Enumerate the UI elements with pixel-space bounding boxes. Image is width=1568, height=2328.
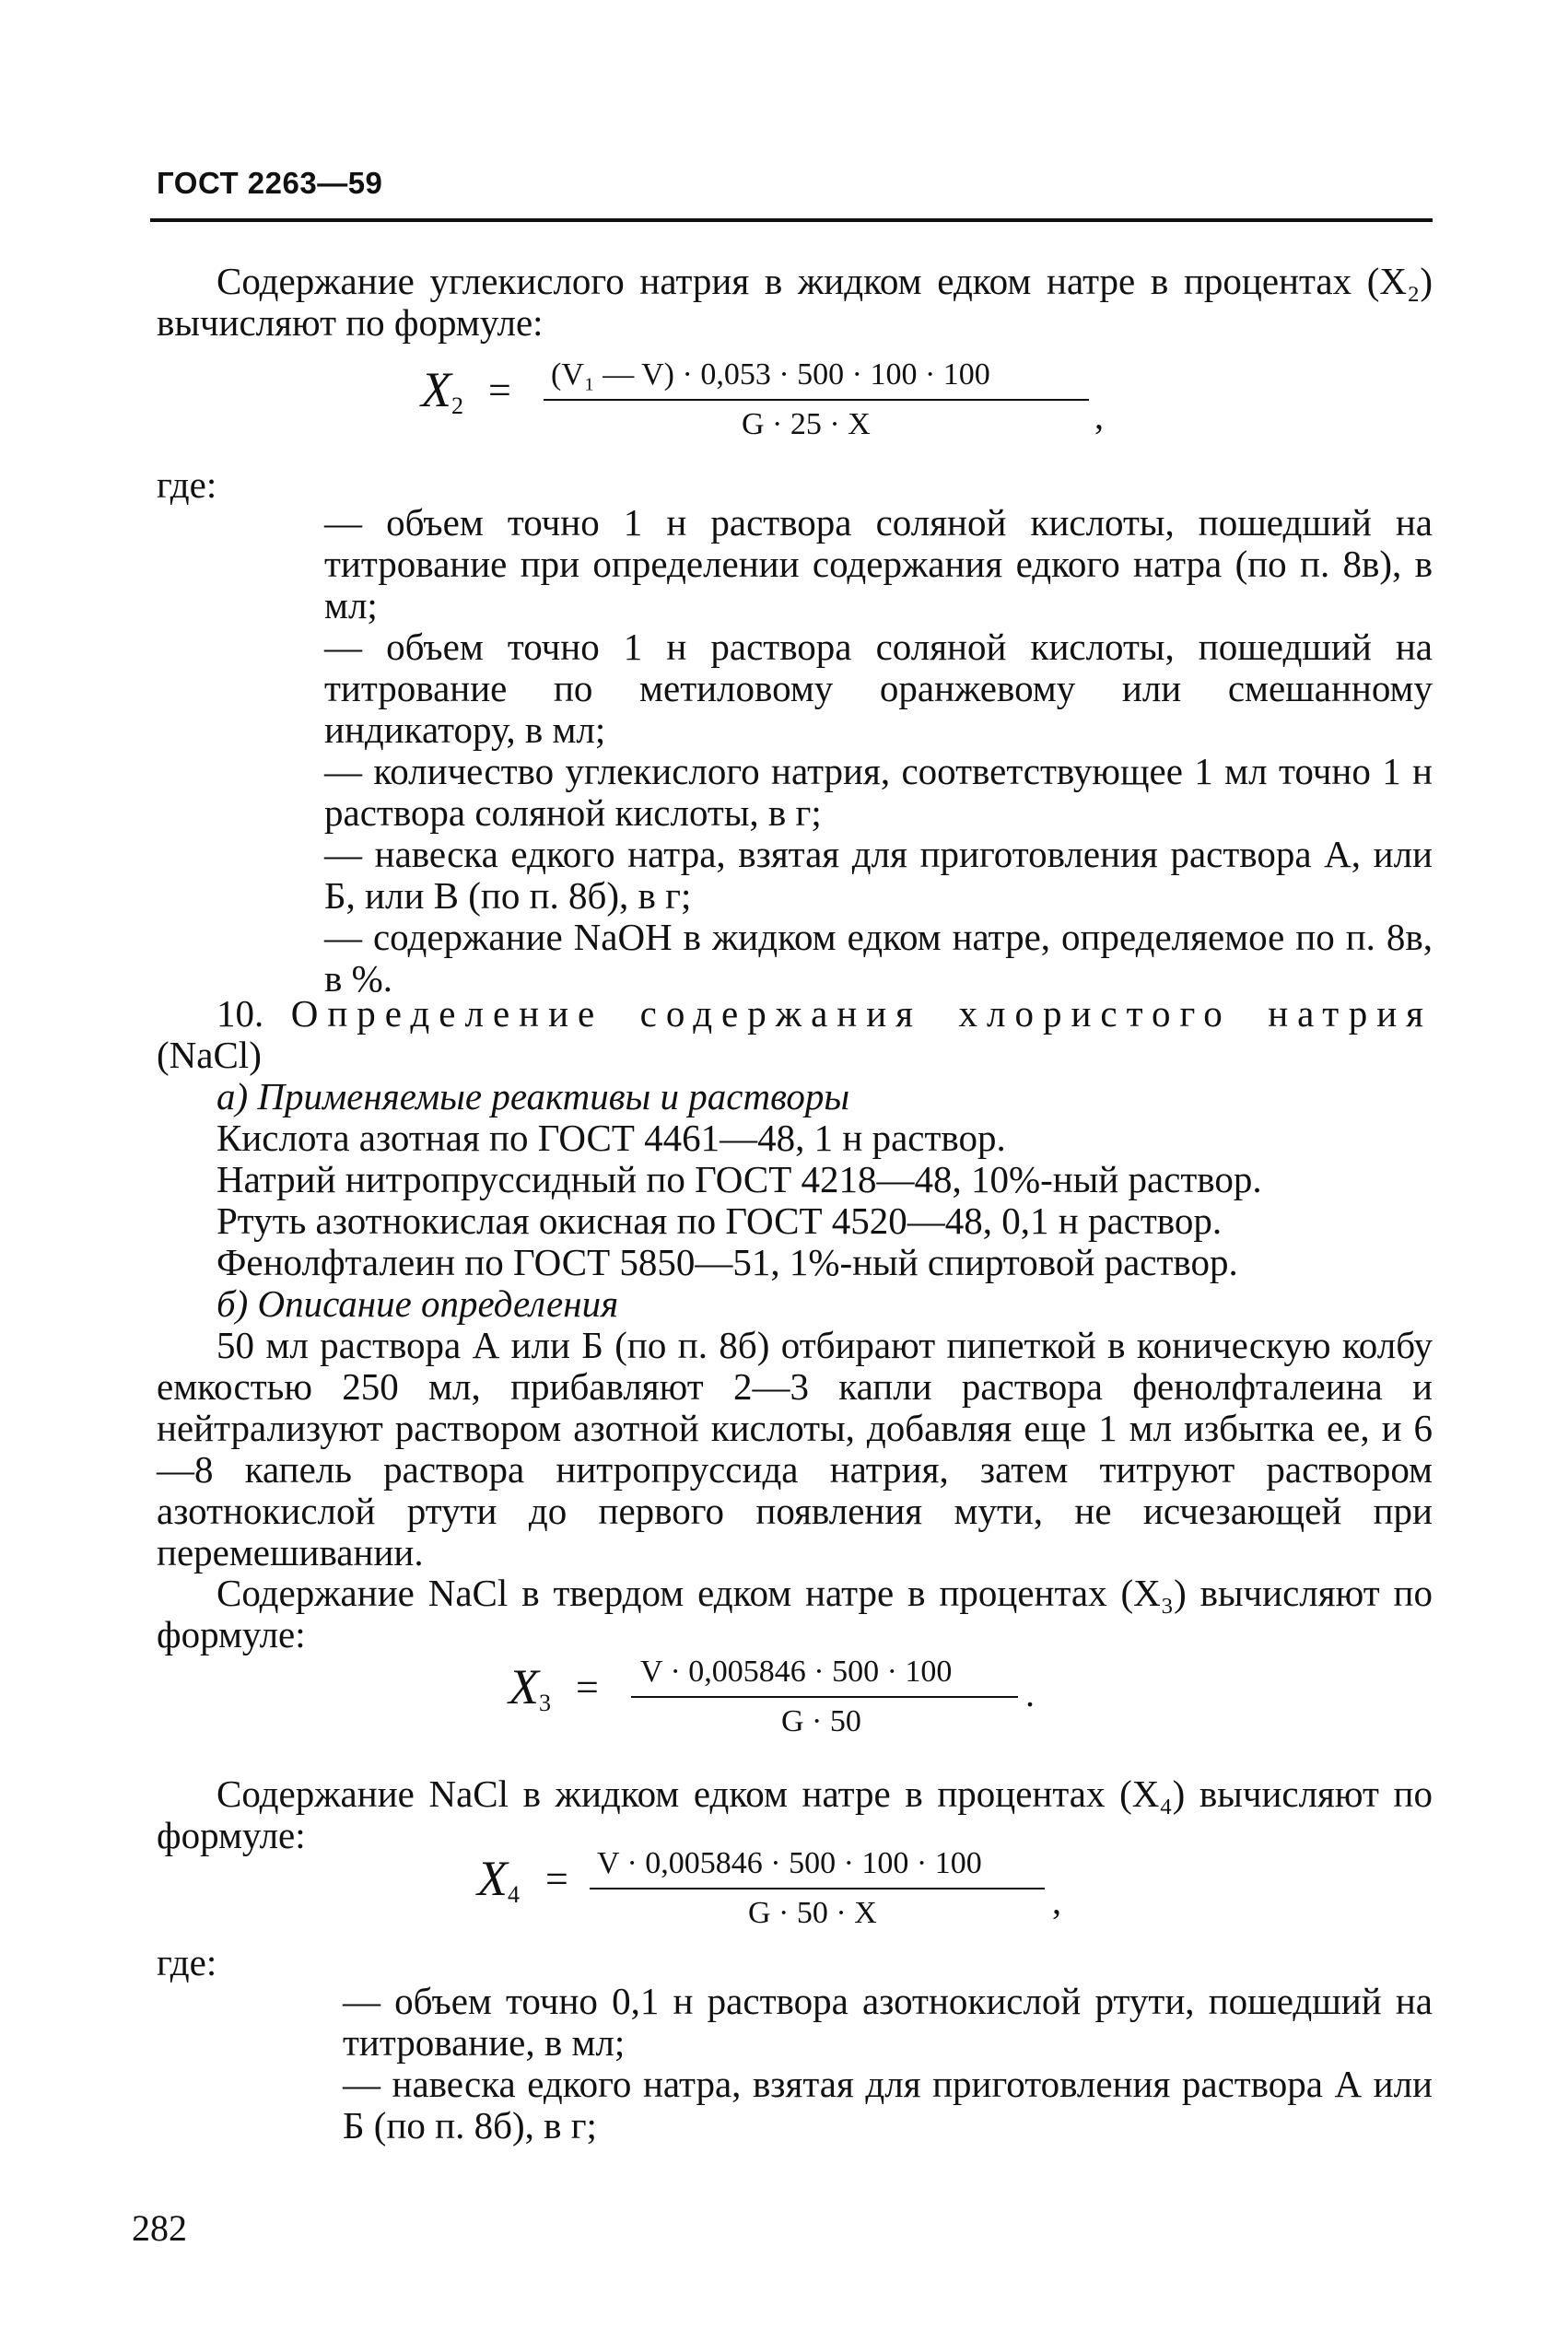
section-10-heading: 10. Определение содержания хлористого натрия (NaCl) <box>157 992 1433 1076</box>
reagent-3: Ртуть азотнокислая окисная по ГОСТ 4520—48, 0,1 н раствор. <box>216 1199 1223 1242</box>
formula-x4-lhs: $X_4$ <box>477 1851 520 1908</box>
def1-text-v1: — объем точно 1 н раствора соляной кислоты, пошедший на титрование по метиловому оранжевому или смешанному индикатору, в мл; <box>324 626 1433 751</box>
where-label-1: где: <box>157 463 217 506</box>
formula-x2-equals: = <box>488 368 511 413</box>
formula-x4-punct: , <box>1052 1880 1061 1922</box>
def2-text-v: — объем точно 0,1 н раствора азотнокислой ртути, пошедший на титрование, в мл; <box>343 1980 1433 2064</box>
page-number: 282 <box>132 2207 187 2249</box>
formula-x4-bar <box>590 1888 1045 1889</box>
formula-x2-numerator: (V₁ — V) · 0,053 · 500 · 100 · 100 <box>551 357 990 392</box>
subsection-b: б) Описание определения <box>216 1282 619 1325</box>
formula-x4-numerator: V · 0,005846 · 500 · 100 · 100 <box>597 1846 982 1880</box>
section-10-title: Определение содержания хлористого натрия <box>290 992 1433 1035</box>
subsection-a: а) Применяемые реактивы и растворы <box>216 1075 850 1117</box>
formula-x2-punct: , <box>1094 395 1104 437</box>
def2-text-g: — навеска едкого натра, взятая для приготовления раствора А или Б (по п. 8б), в г; <box>343 2063 1433 2147</box>
formula-x2-lhs: $X_2$ <box>421 362 463 419</box>
formula-x3-bar <box>631 1696 1018 1698</box>
page-header: ГОСТ 2263—59 <box>157 166 383 200</box>
formula-x4-equals: = <box>545 1856 568 1901</box>
def1-text-x: — содержание NaOH в жидком едком натре, определяемое по п. 8в, в %. <box>324 916 1433 1000</box>
formula-x2-denominator: G · 25 · X <box>742 407 871 441</box>
def1-text-coef: — количество углекислого натрия, соответствующее 1 мл точно 1 н раствора соляной кислоты, в г; <box>324 750 1433 834</box>
formula-x3-lhs: $X_3$ <box>509 1659 551 1716</box>
reagent-4: Фенолфталеин по ГОСТ 5850—51, 1%-ный спиртовой раствор. <box>216 1241 1238 1283</box>
formula-x3-numerator: V · 0,005846 · 500 · 100 <box>640 1655 953 1689</box>
formula-x3-equals: = <box>576 1665 599 1710</box>
formula-x4-denominator: G · 50 · X <box>748 1896 877 1930</box>
intro-x2: Содержание углекислого натрия в жидком едком натре в процентах (X₂) вычисляют по формуле: <box>157 260 1433 344</box>
formula-x3-denominator: G · 50 <box>781 1704 861 1738</box>
formula-x2-bar <box>544 399 1089 401</box>
reagent-1: Кислота азотная по ГОСТ 4461—48, 1 н раствор. <box>216 1117 1006 1159</box>
def1-text-v: — объем точно 1 н раствора соляной кислоты, пошедший на титрование при определении содержания едкого натра (по п. 8в), в мл; <box>324 501 1433 626</box>
where-label-2: где: <box>157 1941 217 1983</box>
intro-x3: Содержание NaCl в твердом едком натре в процентах (X₃) вычисляют по формуле: <box>157 1572 1433 1655</box>
def1-text-g: — навеска едкого натра, взятая для приготовления раствора А, или Б, или В (по п. 8б), в г; <box>324 833 1433 917</box>
formula-x3-punct: . <box>1025 1673 1035 1714</box>
intro-x4: Содержание NaCl в жидком едком натре в процентах (X₄) вычисляют по формуле: <box>157 1772 1433 1856</box>
header-rule <box>150 218 1433 222</box>
procedure-paragraph: 50 мл раствора А или Б (по п. 8б) отбирают пипеткой в коническую колбу емкостью 250 мл, прибавляют 2—3 капли раствора фенолфталеина и нейтрализуют раствором азотной кислоты, добавляя еще 1 мл избытка ее, и 6—8 капель раствора нитропруссида натрия, затем титруют раствором азотнокислой ртути до первого появления мути, не исчезающей при перемешивании. <box>157 1324 1433 1573</box>
reagent-2: Натрий нитропруссидный по ГОСТ 4218—48, 10%-ный раствор. <box>216 1158 1262 1200</box>
